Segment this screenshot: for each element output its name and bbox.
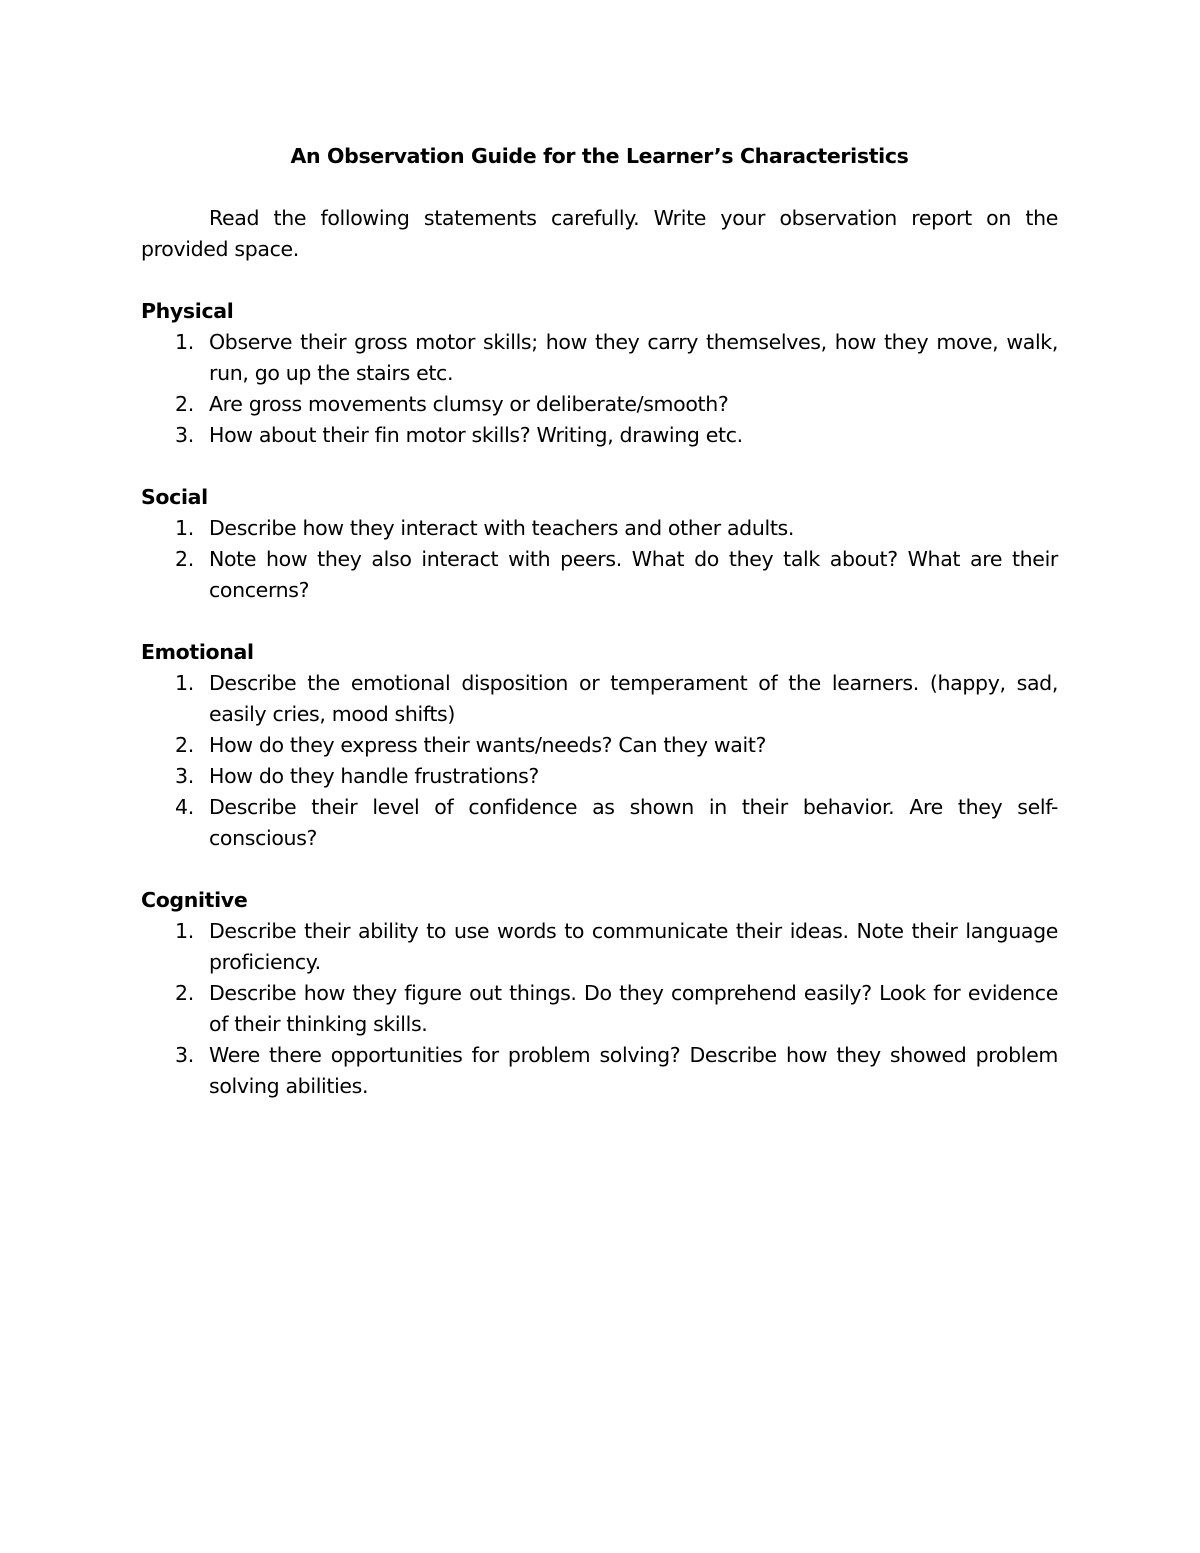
list-item xyxy=(141,730,1058,761)
list-item xyxy=(141,668,1058,730)
section-heading: Emotional xyxy=(141,640,254,664)
item-number: 1. xyxy=(175,516,194,540)
item-text: Observe their gross motor skills; how they carry themselves, how they move, walk, run, go up the stairs etc. xyxy=(209,330,1058,385)
item-number: 1. xyxy=(175,330,194,354)
item-text: How do they handle frustrations? xyxy=(209,764,539,788)
list-item xyxy=(141,792,1058,854)
section-social xyxy=(141,482,1058,637)
item-number: 2. xyxy=(175,733,194,757)
item-text: How do they express their wants/needs? Can they wait? xyxy=(209,733,767,757)
item-text: Describe the emotional disposition or temperament of the learners. (happy, sad, easily cries, mood shifts) xyxy=(209,671,1058,726)
item-number: 2. xyxy=(175,981,194,1005)
list-item xyxy=(141,389,1058,420)
list-item xyxy=(141,420,1058,451)
list-item xyxy=(141,544,1058,606)
item-number: 3. xyxy=(175,1043,194,1067)
section-heading: Cognitive xyxy=(141,888,248,912)
list-item xyxy=(141,916,1058,978)
section-heading: Physical xyxy=(141,299,234,323)
item-text: Note how they also interact with peers. What do they talk about? What are their concerns? xyxy=(209,547,1058,602)
item-text: Describe their level of confidence as shown in their behavior. Are they self-conscious? xyxy=(209,795,1058,850)
item-number: 1. xyxy=(175,919,194,943)
document-body xyxy=(141,141,1058,1133)
intro-paragraph: Read the following statements carefully. Write your observation report on the provided space. xyxy=(141,206,1058,261)
item-number: 2. xyxy=(175,392,194,416)
item-text: Describe how they figure out things. Do they comprehend easily? Look for evidence of their thinking skills. xyxy=(209,981,1058,1036)
item-number: 4. xyxy=(175,795,194,819)
item-number: 3. xyxy=(175,764,194,788)
item-number: 2. xyxy=(175,547,194,571)
section-cognitive xyxy=(141,885,1058,1133)
section-emotional xyxy=(141,637,1058,885)
section-physical xyxy=(141,296,1058,482)
item-text: Are gross movements clumsy or deliberate/smooth? xyxy=(209,392,729,416)
list-item xyxy=(141,978,1058,1040)
list-item xyxy=(141,513,1058,544)
item-text: Describe their ability to use words to communicate their ideas. Note their language proficiency. xyxy=(209,919,1058,974)
section-heading: Social xyxy=(141,485,208,509)
item-text: How about their fin motor skills? Writing, drawing etc. xyxy=(209,423,743,447)
item-text: Describe how they interact with teachers and other adults. xyxy=(209,516,795,540)
document-title: An Observation Guide for the Learner’s Characteristics xyxy=(290,144,909,168)
list-item xyxy=(141,761,1058,792)
item-number: 3. xyxy=(175,423,194,447)
list-item xyxy=(141,1040,1058,1102)
list-item xyxy=(141,327,1058,389)
item-number: 1. xyxy=(175,671,194,695)
item-text: Were there opportunities for problem solving? Describe how they showed problem solving abilities. xyxy=(209,1043,1058,1098)
